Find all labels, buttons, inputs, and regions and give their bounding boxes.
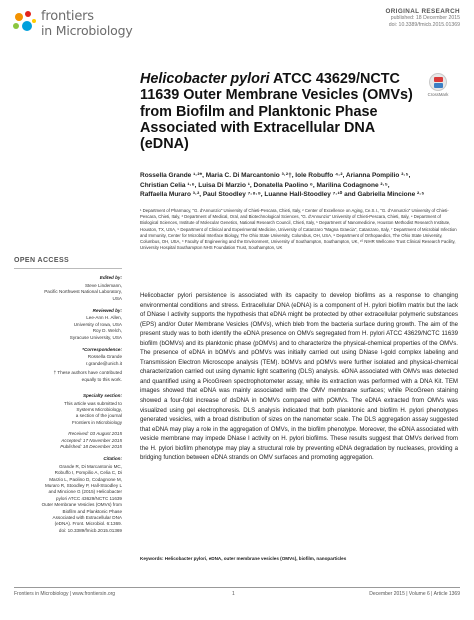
correspondence-heading: *Correspondence: bbox=[82, 347, 122, 353]
citation-heading: Citation: bbox=[103, 456, 122, 462]
citation-line: Associated with Extracellular DNA bbox=[52, 515, 122, 520]
editor-line[interactable]: Steve Lindemann, bbox=[84, 282, 122, 288]
keywords bbox=[140, 556, 458, 562]
equal-contribution-note bbox=[14, 370, 122, 383]
citation-line: Biofilm and Planktonic Phase bbox=[62, 508, 122, 514]
specialty-line[interactable]: Systems Microbiology, bbox=[76, 406, 122, 412]
specialty-section bbox=[14, 401, 122, 427]
edited-by-heading: Edited by: bbox=[99, 275, 122, 281]
crossmark-icon bbox=[429, 73, 447, 91]
note-line: equally to this work. bbox=[81, 376, 122, 382]
citation-line: Muraro R, Stoodley P, Hall-Stoodley L bbox=[44, 482, 122, 488]
affiliations: ¹ Department of Pharmacy, "G. d'Annunzio" University of Chieti-Pescara, Chieti, Italy, ² Center of Excellence on Aging, Ce.S.I., "G. d'Annunzio" University of Chieti-Pescara, Chieti, Italy, ³ Department of Medical, Oral, and Biotechnological Sciences, "G. d'Annunzio" University of Chieti-Pescara, Chieti, Italy, ⁴ Department of Biological Sciences, Institute of Molecular Genetics, National Research Council, Chieti, Italy, ⁵ Department of Nanomedicine, Houston Methodist Research Institute, Houston, TX, USA, ⁶ Department of Clinical and Experimental Medicine, University of Catanzaro "Magna Graecia", Catanzaro, Italy, ⁷ Department of Microbial Infection and Immunity, Center for Microbial Interface Biology, The Ohio State University, Columbus, OH, USA, ⁸ Department of Orthopaedics, The Ohio State University, Columbus, OH, USA, ⁹ Faculty of Engineering and the Environment, University of Southampton, Southampton, UK, ¹⁰ NIHR Wellcome Trust Clinical Research Facility, University Hospital Southampton NHS Foundation Trust, Southampton, UK bbox=[140, 208, 457, 251]
reviewer-line: Syracuse University, USA bbox=[69, 334, 122, 340]
correspondence-email[interactable]: r.grande@unich.it bbox=[85, 360, 122, 366]
reviewer-line[interactable]: Lee-Ann H. Allen, bbox=[86, 315, 122, 321]
article-type: ORIGINAL RESEARCH bbox=[385, 8, 460, 15]
doi-link[interactable]: doi: 10.3389/fmicb.2015.01369 bbox=[388, 22, 460, 29]
published-date-sidebar: Published: 18 December 2015 bbox=[60, 443, 122, 449]
specialty-heading: Specialty section: bbox=[82, 393, 122, 399]
article-meta bbox=[385, 8, 460, 29]
footer-journal-link[interactable]: Frontiers in Microbiology | www.frontiersin.org bbox=[14, 591, 116, 597]
published-date: published: 18 December 2015 bbox=[390, 15, 460, 21]
citation-line: Marzio L, Paolino D, Codagnone M, bbox=[49, 476, 122, 482]
crossmark-label: CrossMark bbox=[427, 92, 449, 97]
received-date: Received: 03 August 2015 bbox=[68, 431, 122, 437]
citation-line: Outer Membrane Vesicles (OMVs) from bbox=[41, 502, 122, 508]
divider bbox=[14, 268, 122, 269]
frontiers-logo-icon bbox=[13, 11, 37, 35]
article-sidebar bbox=[14, 258, 122, 534]
article-dates bbox=[14, 431, 122, 450]
reviewed-by-heading: Reviewed by: bbox=[92, 308, 122, 314]
abstract-text: Helicobacter pylori persistence is associated with its capacity to develop biofilms as a response to changing environmental conditions and stress. Extracellular DNA (eDNA) is a component of H. pylori biofilm matrix but the lack of DNase I activity supports the hypothesis that eDNA might be protected by other extracellular polymeric substances (EPS) and/or Outer Membrane Vesicles (OMVs), which bleb from the bacteria surface during growth. The aim of the present study was to both identify the eDNA presence on OMVs segregated from H. pylori ATCC 43629/NCTC 11639 biofilm (bOMVs) and its planktonic phase (pOMVs) and to characterize the physical-chemical properties of the OMVs. The presence of eDNA in bOMVs and pOMVs was initially carried out using DNase I-gold complex labeling and Transmission Electron Microscope analysis (TEM). bOMVs and pOMVs were further isolated and physical-chemical characterization carried out using dynamic light scattering (DLS) analysis. eDNA associated with OMVs was detected and quantified using a PicoGreen spectrophotometer assay, while its extraction was performed with a DNA Kit. TEM images showed that eDNA was mainly associated with the OMV membrane surfaces; while PicoGreen staining showed a four-fold increase of dsDNA in bOMVs compared with pOMVs. The eDNA extracted from OMVs was visualized using gel electrophoresis. DLS analysis indicated that both planktonic and biofilm H. pylori phenotypes generated vesicles, with a broad distribution of sizes on the nanometer scale. The DLS aggregation assay suggested that eDNA may play a role in the aggregation of OMVs, in the biofilm phenotype. Moreover, the eDNA associated with vesicle membrane may impede DNase I activity on H. pylori biofilms. These results suggest that OMVs derived from the H. pylori biofilm phenotype may play a structural role by preventing eDNA degradation by nucleases, providing a bridging function between eDNA strands on OMV surfaces and promoting aggregation. bbox=[140, 292, 458, 462]
journal-logo bbox=[13, 10, 133, 37]
footer-divider bbox=[14, 587, 460, 588]
title-italic-part: Helicobacter pylori bbox=[140, 71, 270, 87]
open-access-label: OPEN ACCESS bbox=[14, 257, 70, 264]
logo-line-1: frontiers bbox=[41, 9, 94, 24]
accepted-date: Accepted: 17 November 2015 bbox=[61, 437, 122, 443]
citation-doi[interactable]: doi: 10.3389/fmicb.2015.01369 bbox=[58, 527, 122, 533]
citation bbox=[14, 464, 122, 534]
reviewer-line: University of Iowa, USA bbox=[73, 321, 122, 327]
footer-issue-info: December 2015 | Volume 6 | Article 1369 bbox=[369, 591, 460, 597]
specialty-line: This article was submitted to bbox=[64, 400, 122, 406]
citation-line: and Mincione G (2015) Helicobacter bbox=[48, 489, 122, 495]
specialty-line: a section of the journal bbox=[75, 413, 122, 419]
correspondence bbox=[14, 354, 122, 367]
author-list bbox=[140, 171, 455, 200]
author-line[interactable]: Rossella Grande ¹·²*, Maria C. Di Marcantonio ³·²†, Iole Robuffo ⁴·², Arianna Pompilio ²·⁵, bbox=[140, 172, 411, 179]
citation-line: pylori ATCC 43629/NCTC 11639 bbox=[56, 495, 122, 501]
crossmark-badge[interactable] bbox=[424, 73, 452, 97]
keywords-label: Keywords: bbox=[140, 556, 164, 561]
logo-line-2: in Microbiology bbox=[41, 22, 133, 38]
keywords-text: Helicobacter pylori, eDNA, outer membrane vesicles (OMVs), biofilm, nanoparticles bbox=[164, 556, 347, 561]
author-line[interactable]: Raffaella Muraro ³·², Paul Stoodley ⁷·⁸·⁹, Luanne Hall-Stoodley ⁷·¹⁰ and Gabriella Mincione ²·⁵ bbox=[140, 191, 425, 199]
specialty-line[interactable]: Frontiers in Microbiology bbox=[71, 419, 122, 425]
citation-line: Grande R, Di Marcantonio MC, bbox=[58, 463, 122, 469]
editor-line: Pacific Northwest National Laboratory, bbox=[44, 289, 122, 295]
editor-line: USA bbox=[112, 295, 122, 301]
citation-line: (eDNA). Front. Microbiol. 6:1369. bbox=[54, 521, 122, 527]
note-line: † These authors have contributed bbox=[53, 370, 122, 376]
citation-line: Robuffo I, Pompilio A, Celia C, Di bbox=[54, 470, 122, 476]
author-line[interactable]: Christian Celia ¹·⁶, Luisa Di Marzio ¹, Donatella Paolino ⁶, Marilina Codagnone ²·⁵, bbox=[140, 181, 390, 189]
title-rest: ATCC 43629/NCTC 11639 Outer Membrane Vesicles (OMVs) from Biofilm and Planktonic Phase Associated with Extracellular DNA (eDNA) bbox=[140, 71, 413, 153]
article-title bbox=[140, 71, 425, 152]
reviewer-line[interactable]: Roy D. Welch, bbox=[92, 328, 122, 334]
edited-by bbox=[14, 283, 122, 302]
correspondence-name: Rossella Grande bbox=[87, 354, 122, 360]
page-number: 1 bbox=[232, 591, 235, 597]
reviewed-by bbox=[14, 315, 122, 341]
